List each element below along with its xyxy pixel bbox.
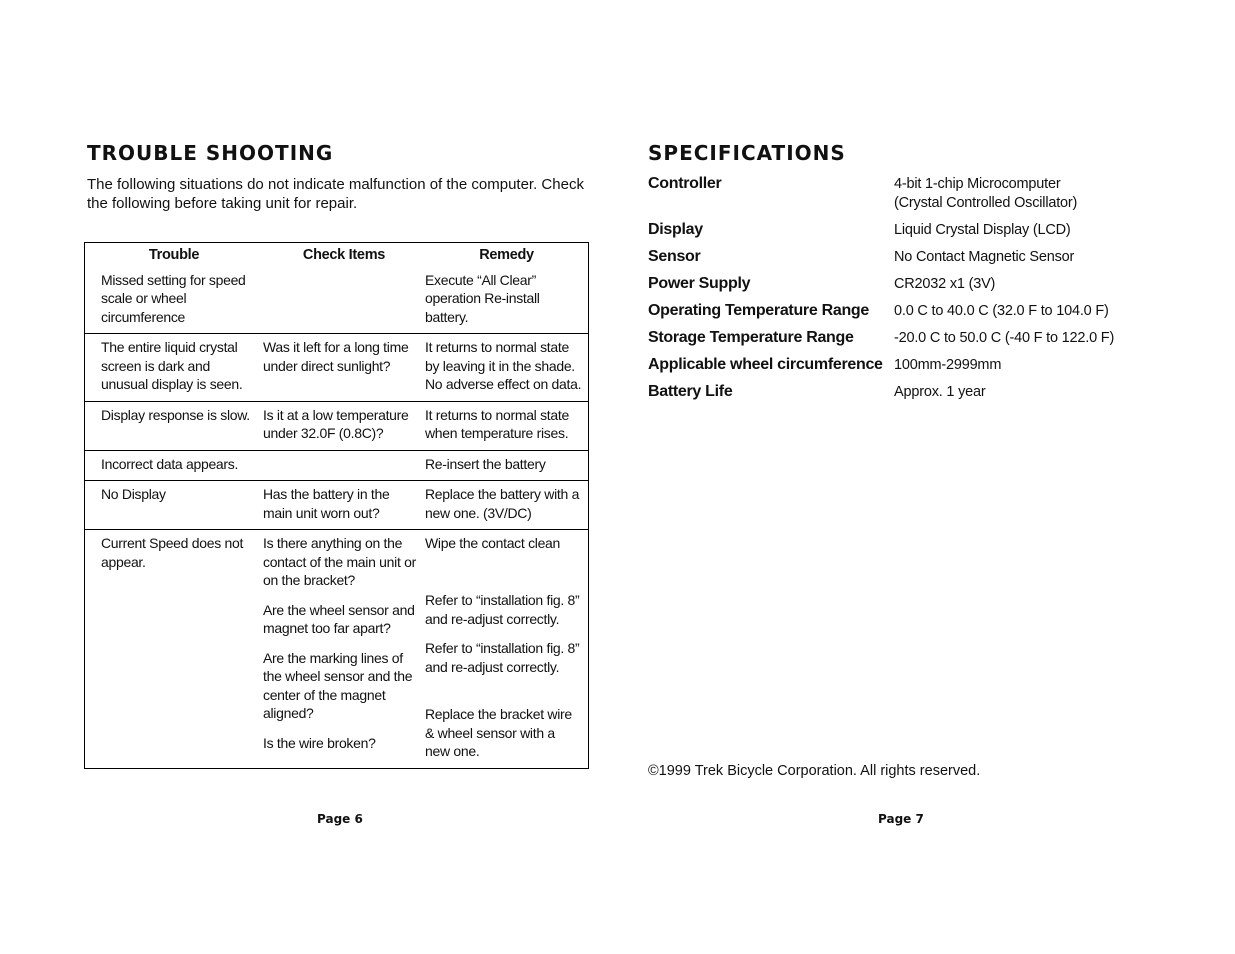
check-item-cell: Is there anything on the contact of the main unit or on the bracket? bbox=[263, 535, 416, 588]
spec-label: Display bbox=[648, 221, 703, 238]
spec-value: CR2032 x1 (3V) bbox=[894, 276, 996, 292]
spec-label: Power Supply bbox=[648, 275, 751, 292]
table-row bbox=[85, 267, 589, 334]
spec-row-wheel-circumference bbox=[648, 354, 1208, 375]
check-item-cell: Is the wire broken? bbox=[263, 734, 376, 751]
remedy-cell: It returns to normal state by leaving it in the shade. No adverse effect on data. bbox=[425, 339, 582, 392]
remedy-cell: Execute “All Clear” operation Re-install battery. bbox=[425, 271, 540, 325]
header-check-items: Check Items bbox=[302, 247, 386, 263]
trouble-cell: Current Speed does not appear. bbox=[101, 535, 244, 570]
trouble-cell: No Display bbox=[101, 486, 166, 502]
specifications-list bbox=[648, 173, 1208, 408]
table-row bbox=[85, 401, 589, 450]
trouble-cell: The entire liquid crystal screen is dark and unusual display is seen. bbox=[101, 339, 243, 392]
copyright-notice: ©1999 Trek Bicycle Corporation. All rights reserved. bbox=[648, 763, 981, 779]
remedy-cell: Re-insert the battery bbox=[425, 455, 546, 472]
spec-row-display bbox=[648, 219, 1208, 240]
table-row bbox=[85, 530, 589, 769]
spec-value: Approx. 1 year bbox=[894, 384, 986, 400]
remedy-cell: Replace the battery with a new one. (3V/DC) bbox=[425, 486, 580, 521]
spec-row-storage-temperature bbox=[648, 327, 1208, 348]
header-remedy: Remedy bbox=[479, 247, 534, 263]
page-7 bbox=[617, 0, 1235, 954]
specifications-title: SPECIFICATIONS bbox=[648, 141, 846, 165]
check-item-cell bbox=[263, 451, 425, 462]
remedy-cell: Replace the bracket wire & wheel sensor with a new one. bbox=[425, 706, 572, 759]
remedy-cell: Wipe the contact clean bbox=[425, 535, 561, 551]
spec-row-power-supply bbox=[648, 273, 1208, 294]
page-6 bbox=[0, 0, 617, 954]
troubleshooting-intro: The following situations do not indicate malfunction of the computer. Check the following before taking unit for repair. bbox=[87, 176, 584, 212]
check-item-cell: Is it at a low temperature under 32.0F (0.8C)? bbox=[263, 406, 409, 441]
spec-value: 0.0 C to 40.0 C (32.0 F to 104.0 F) bbox=[894, 303, 1109, 319]
spec-value: 100mm-2999mm bbox=[894, 357, 1002, 373]
spec-label: Storage Temperature Range bbox=[648, 329, 854, 346]
remedy-cell: It returns to normal state when temperature rises. bbox=[425, 406, 569, 441]
page-number: Page 7 bbox=[878, 812, 924, 826]
spec-label: Applicable wheel circumference bbox=[648, 356, 883, 373]
remedy-cell: Refer to “installation fig. 8” and re-adjust correctly. bbox=[425, 640, 580, 675]
remedy-cell: Refer to “installation fig. 8” and re-adjust correctly. bbox=[425, 592, 580, 627]
page-number: Page 6 bbox=[317, 812, 363, 826]
spec-label: Operating Temperature Range bbox=[648, 302, 869, 319]
spec-row-operating-temperature bbox=[648, 300, 1208, 321]
trouble-cell: Missed setting for speed scale or wheel circumference bbox=[101, 271, 246, 325]
spec-label: Battery Life bbox=[648, 383, 733, 400]
check-item-cell: Are the wheel sensor and magnet too far apart? bbox=[263, 601, 415, 636]
check-item-cell bbox=[263, 267, 425, 278]
spec-value: No Contact Magnetic Sensor bbox=[894, 249, 1075, 265]
spec-value bbox=[894, 173, 1077, 213]
spec-value-line: 4-bit 1-chip Microcomputer bbox=[894, 176, 1061, 192]
header-trouble: Trouble bbox=[148, 247, 200, 263]
table-header-row bbox=[85, 243, 589, 267]
check-item-cell: Has the battery in the main unit worn out? bbox=[263, 486, 390, 521]
table-row bbox=[85, 481, 589, 530]
troubleshooting-title: TROUBLE SHOOTING bbox=[87, 141, 334, 165]
spec-row-sensor bbox=[648, 246, 1208, 267]
spec-value-line: (Crystal Controlled Oscillator) bbox=[894, 195, 1078, 211]
trouble-cell: Incorrect data appears. bbox=[101, 455, 239, 472]
spec-label: Sensor bbox=[648, 248, 701, 265]
spec-row-controller bbox=[648, 173, 1208, 213]
spec-label: Controller bbox=[648, 175, 722, 192]
check-item-cell: Are the marking lines of the wheel sensor and the center of the magnet aligned? bbox=[263, 649, 413, 721]
troubleshooting-table bbox=[84, 242, 589, 769]
spec-value: -20.0 C to 50.0 C (-40 F to 122.0 F) bbox=[894, 330, 1115, 346]
table-row bbox=[85, 334, 589, 402]
spec-value: Liquid Crystal Display (LCD) bbox=[894, 222, 1071, 238]
spec-row-battery-life bbox=[648, 381, 1208, 402]
check-item-cell: Was it left for a long time under direct sunlight? bbox=[263, 339, 409, 374]
table-row bbox=[85, 450, 589, 481]
trouble-cell: Display response is slow. bbox=[101, 406, 250, 423]
